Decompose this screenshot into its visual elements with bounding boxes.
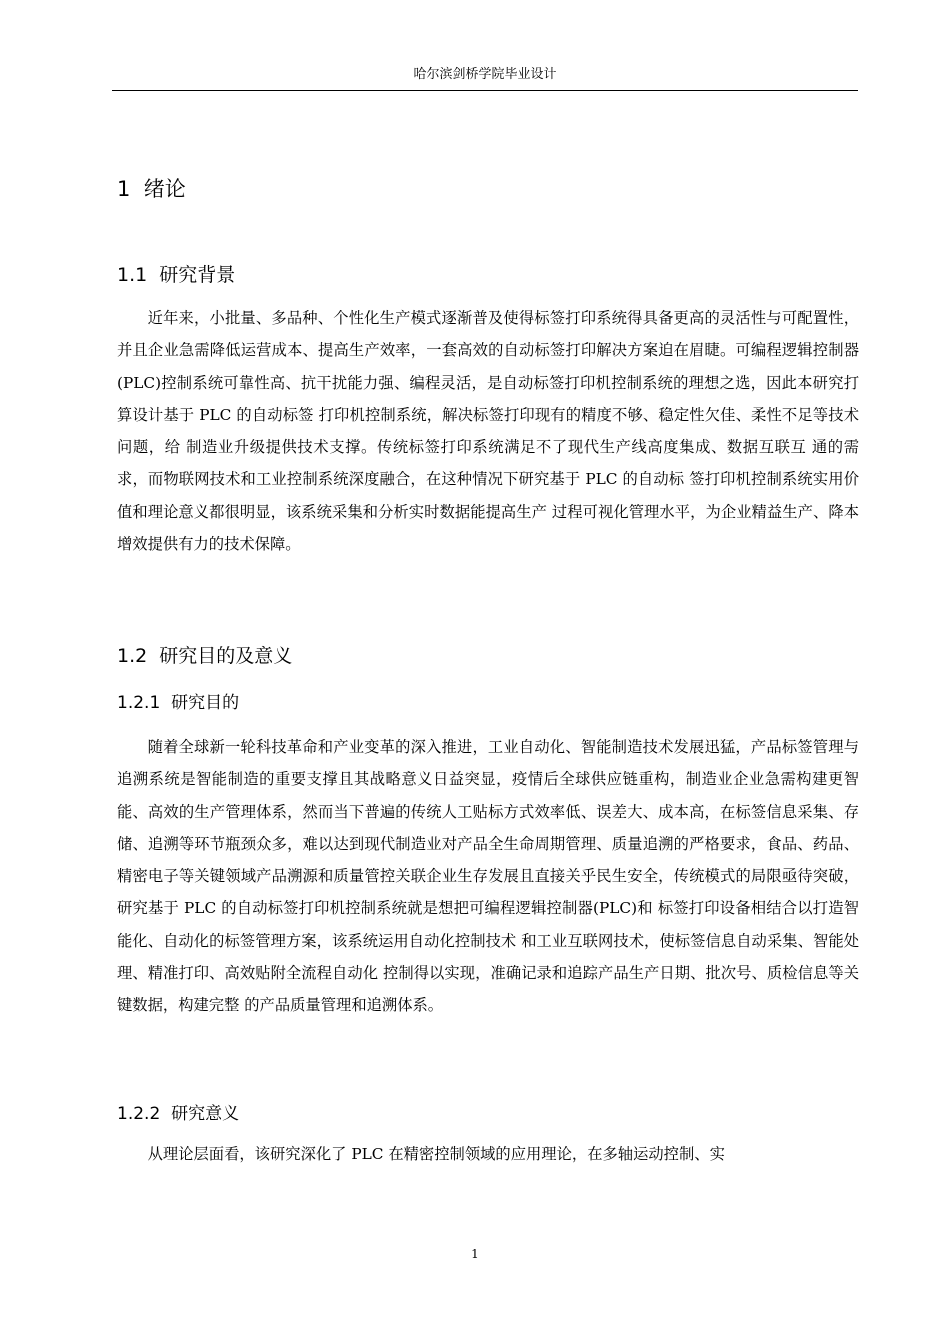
paragraph-research-purpose: 随着全球新一轮科技革命和产业变革的深入推进，工业自动化、智能制造技术发展迅猛，产品标签管理与追溯系统是智能制造的重要支撑且其战略意义日益突显，疫情后全球供应链重构，制造业企业急需构建更智能、高效的生产管理体系，然而当下普遍的传统人工贴标方式效率低、误差大、成本高，在标签信息采集、存储、追溯等环节瓶颈众多，难以达到现代制造业对产品全生命周期管理、质量追溯的严格要求，食品、药品、精密电子等关键领域产品溯源和质量管控关联企业生存发展且直接关乎民生安全，传统模式的局限亟待突破，研究基于 PLC 的自动标签打印机控制系统就是想把可编程逻辑控制器(PLC)和 标签打印设备相结合以打造智能化、自动化的标签管理方案，该系统运用自动化控制技术 和工业互联网技术，使标签信息自动采集、智能处理、精准打印、高效贴附全流程自动化 控制得以实现，准确记录和追踪产品生产日期、批次号、质检信息等关键数据，构建完整 的产品质量管理和追溯体系。 (117, 738, 859, 1015)
section-heading-1-2: 1.2 研究目的及意义 (117, 645, 293, 667)
section-heading-1-2-2: 1.2.2 研究意义 (117, 1104, 240, 1124)
section-heading-1-1: 1.1 研究背景 (117, 264, 236, 286)
page-number: 1 (471, 1247, 479, 1261)
chapter-heading: 1 绪论 (117, 177, 186, 201)
paragraph-research-significance: 从理论层面看，该研究深化了 PLC 在精密控制领域的应用理论，在多轴运动控制、实 (147, 1145, 725, 1163)
paragraph-research-background: 近年来，小批量、多品种、个性化生产模式逐渐普及使得标签打印系统得具备更高的灵活性与可配置性，并且企业急需降低运营成本、提高生产效率，一套高效的自动标签打印解决方案迫在眉睫。可编程逻辑控制器(PLC)控制系统可靠性高、抗干扰能力强、编程灵活，是自动标签打印机控制系统的理想之选，因此本研究打算设计基于 PLC 的自动标签 打印机控制系统，解决标签打印现有的精度不够、稳定性欠佳、柔性不足等技术问题，给 制造业升级提供技术支撑。传统标签打印系统满足不了现代生产线高度集成、数据互联互 通的需求，而物联网技术和工业控制系统深度融合，在这种情况下研究基于 PLC 的自动标 签打印机控制系统实用价值和理论意义都很明显，该系统采集和分析实时数据能提高生产 过程可视化管理水平，为企业精益生产、降本增效提供有力的技术保障。 (117, 309, 859, 554)
section-heading-1-2-1: 1.2.1 研究目的 (117, 693, 240, 713)
page-header: 哈尔滨剑桥学院毕业设计 (112, 62, 858, 91)
